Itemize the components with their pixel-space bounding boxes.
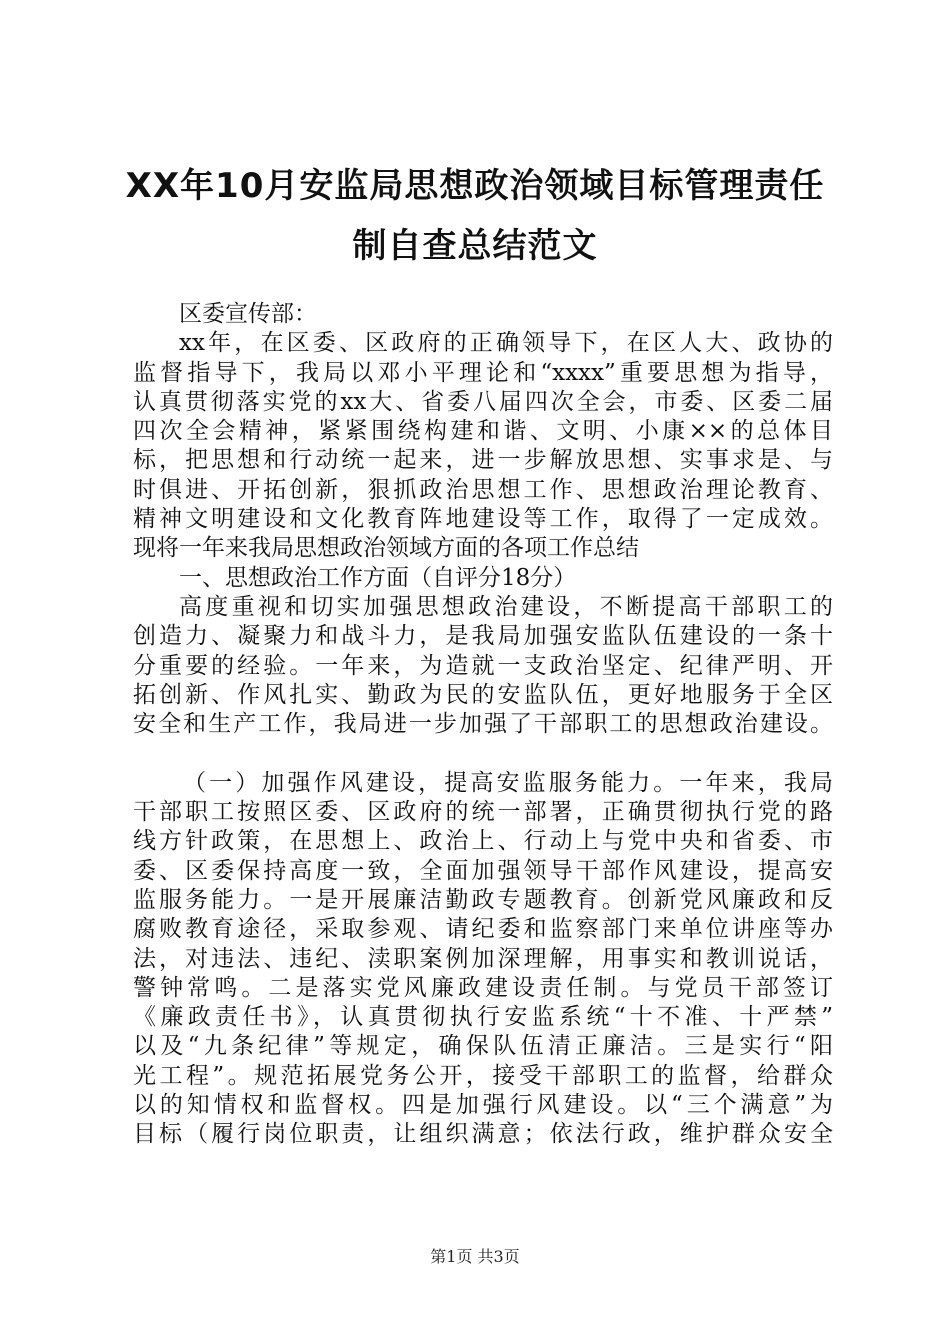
paragraph-gap bbox=[133, 739, 833, 768]
paragraph-line: 委、区委保持高度一致，全面加强领导干部作风建设，提高安 bbox=[133, 857, 833, 884]
document-title-line-1: XX年10月安监局思想政治领域目标管理责任 bbox=[125, 166, 825, 206]
paragraph-line: 高度重视和切实加强思想政治建设，不断提高干部职工的 bbox=[179, 593, 833, 620]
paragraph-line: （一）加强作风建设，提高安监服务能力。一年来，我局 bbox=[183, 769, 833, 796]
paragraph-1 bbox=[133, 329, 833, 563]
paragraph-line: 腐败教育途径，采取参观、请纪委和监察部门来单位讲座等办 bbox=[133, 916, 833, 943]
paragraph-line: 分重要的经验。一年来，为造就一支政治坚定、纪律严明、开 bbox=[133, 652, 833, 679]
paragraph-line: 四次全会精神，紧紧围绕构建和谐、文明、小康××的总体目 bbox=[133, 418, 833, 445]
paragraph-line: 监督指导下，我局以邓小平理论和“xxxx”重要思想为指导， bbox=[133, 359, 833, 386]
paragraph-line: 现将一年来我局思想政治领域方面的各项工作总结 bbox=[133, 535, 639, 562]
paragraph-line: 目标（履行岗位职责，让组织满意；依法行政，维护群众安全 bbox=[133, 1121, 833, 1148]
paragraph-line: 以的知情权和监督权。四是加强行风建设。以“三个满意”为 bbox=[133, 1092, 833, 1119]
paragraph-line: 安全和生产工作，我局进一步加强了干部职工的思想政治建设。 bbox=[133, 711, 833, 738]
paragraph-line: 干部职工按照区委、区政府的统一部署，正确贯彻执行党的路 bbox=[133, 799, 833, 826]
document-body bbox=[133, 300, 833, 1150]
paragraph-line: 线方针政策，在思想上、政治上、行动上与党中央和省委、市 bbox=[133, 828, 833, 855]
document-title-line-2: 制自查总结范文 bbox=[352, 226, 598, 266]
paragraph-line: 标，把思想和行动统一起来，进一步解放思想、实事求是、与 bbox=[133, 447, 833, 474]
paragraph-line: xx年，在区委、区政府的正确领导下，在区人大、政协的 bbox=[179, 330, 833, 357]
salutation: 区委宣传部： bbox=[179, 301, 317, 327]
paragraph-line: 法，对违法、违纪、渎职案例加深理解，用事实和教训说话， bbox=[133, 945, 833, 972]
paragraph-line: 精神文明建设和文化教育阵地建设等工作，取得了一定成效。 bbox=[133, 506, 833, 533]
paragraph-line: 以及“九条纪律”等规定，确保队伍清正廉洁。三是实行“阳 bbox=[133, 1033, 833, 1060]
paragraph-line: 监服务能力。一是开展廉洁勤政专题教育。创新党风廉政和反 bbox=[133, 886, 833, 913]
section-heading: 一、思想政治工作方面（自评分18分） bbox=[179, 564, 577, 591]
page-number-footer: 第1页 共3页 bbox=[430, 1247, 520, 1266]
paragraph-line: 时俱进、开拓创新，狠抓政治思想工作、思想政治理论教育、 bbox=[133, 476, 833, 503]
paragraph-line: 警钟常鸣。二是落实党风廉政建设责任制。与党员干部签订 bbox=[133, 974, 833, 1001]
paragraph-line: 创造力、凝聚力和战斗力，是我局加强安监队伍建设的一条十 bbox=[133, 623, 833, 650]
paragraph-line: 认真贯彻落实党的xx大、省委八届四次全会，市委、区委二届 bbox=[133, 388, 833, 415]
paragraph-line: 拓创新、作风扎实、勤政为民的安监队伍，更好地服务于全区 bbox=[133, 681, 833, 708]
paragraph-3 bbox=[133, 769, 833, 1150]
paragraph-line: 光工程”。规范拓展党务公开，接受干部职工的监督，给群众 bbox=[133, 1062, 833, 1089]
paragraph-2 bbox=[133, 593, 833, 739]
paragraph-line: 《廉政责任书》，认真贯彻执行安监系统“十不准、十严禁” bbox=[133, 1004, 833, 1031]
